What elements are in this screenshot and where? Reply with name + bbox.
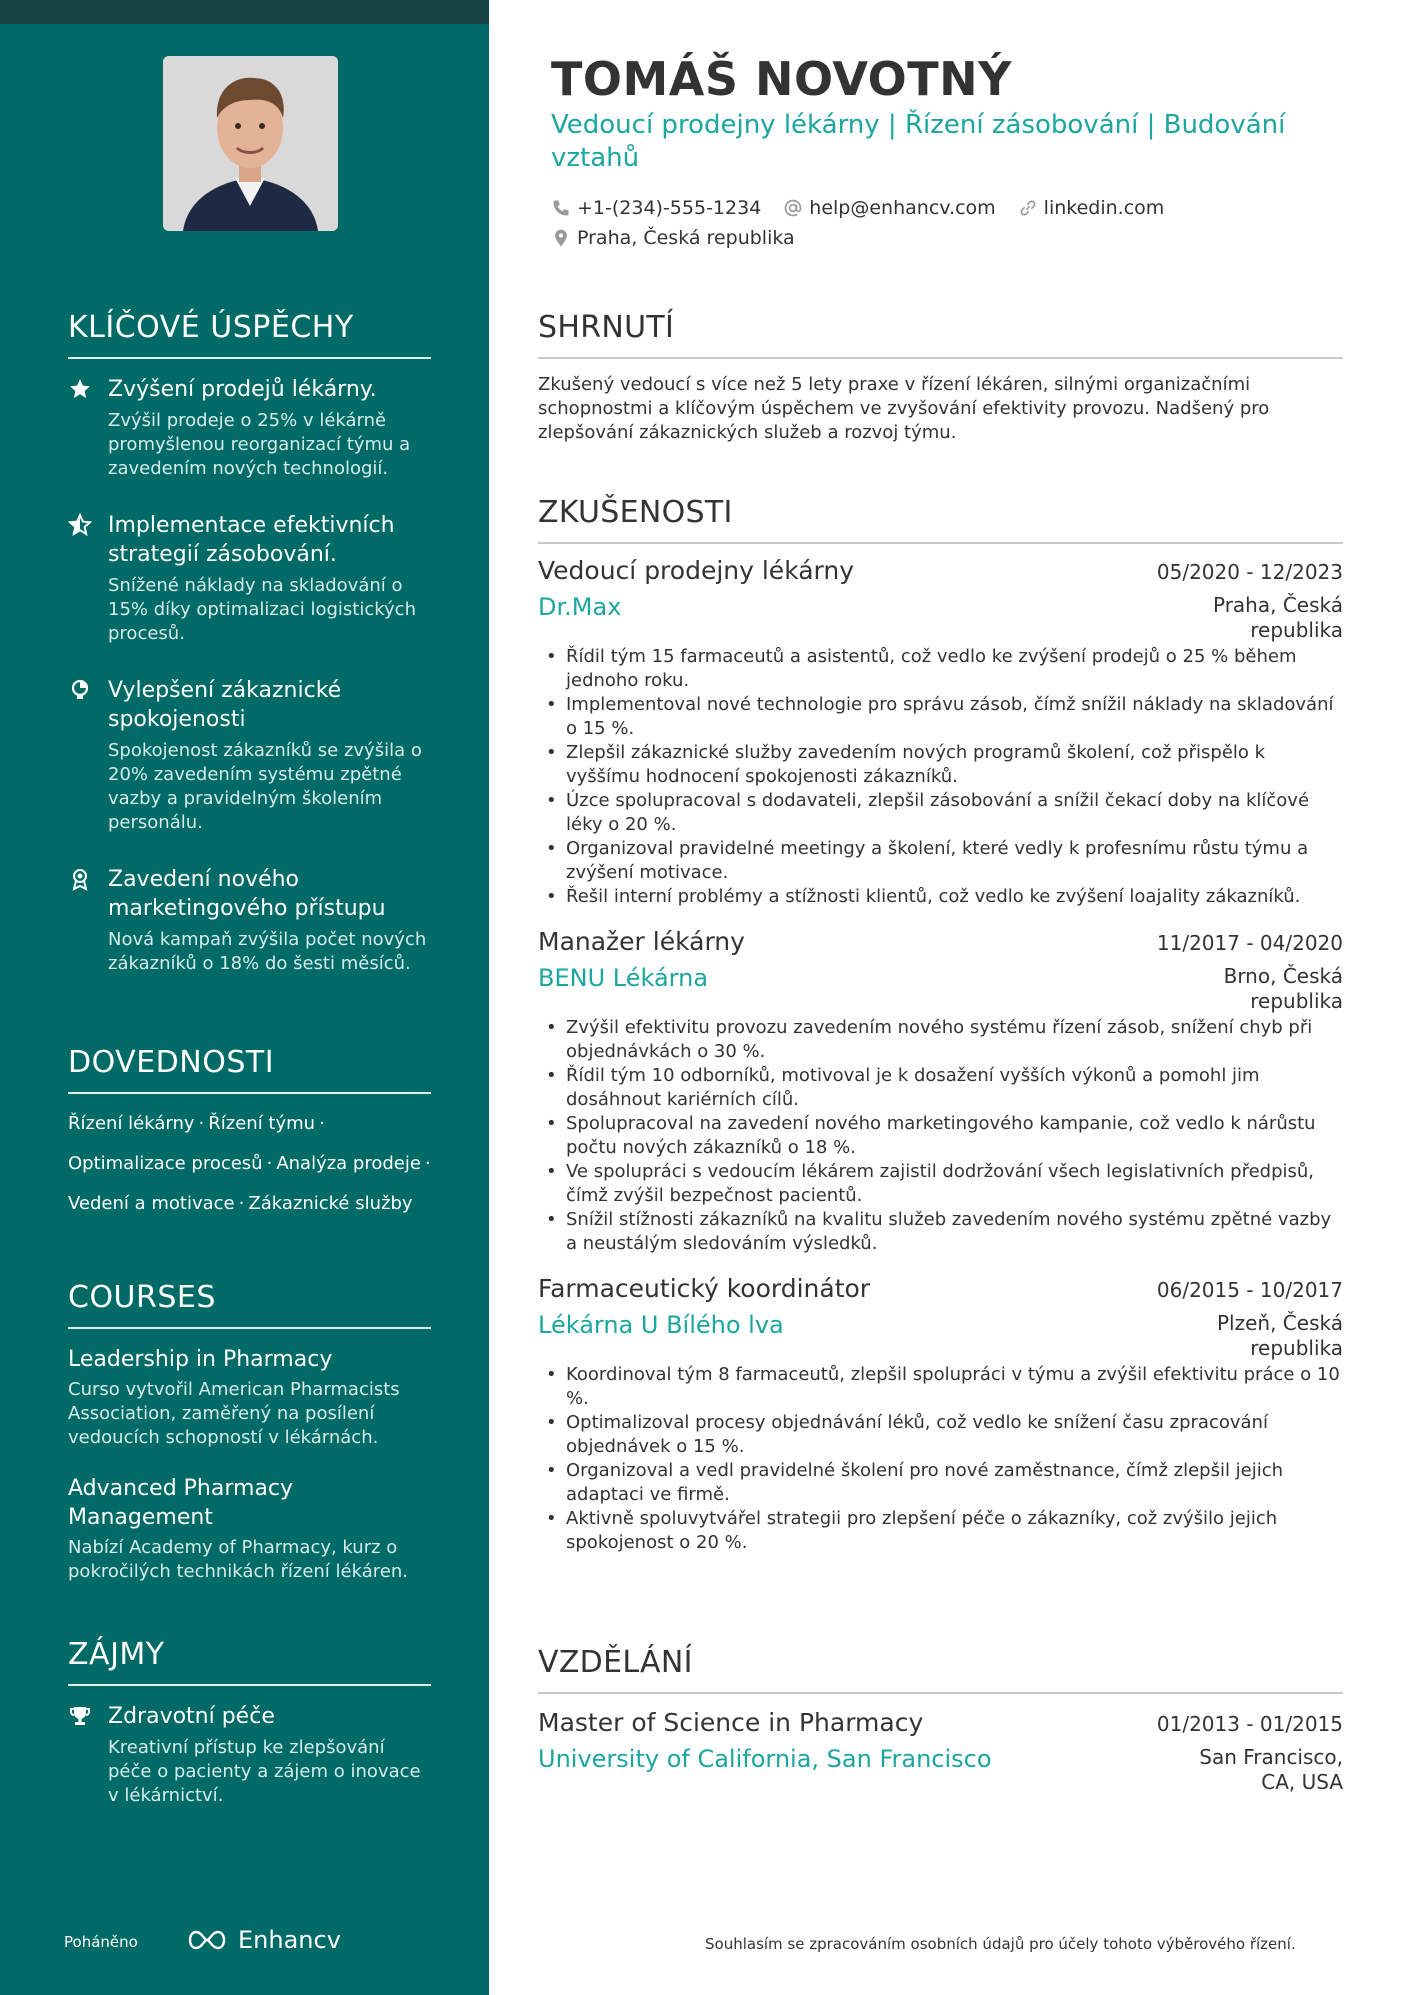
summary-title: SHRNUTÍ xyxy=(538,310,1343,359)
achievement-title: Zvýšení prodejů lékárny. xyxy=(108,377,377,402)
job-bullet: • Řídil tým 15 farmaceutů a asistentů, což vedlo ke zvýšení prodejů o 25 % během jednoho roku. xyxy=(538,645,1343,693)
award-icon xyxy=(68,867,92,891)
skill-tag: Řízení týmu xyxy=(208,1113,316,1134)
trophy-icon xyxy=(68,1704,92,1728)
course-desc: Curso vytvořil American Pharmacists Association, zaměřený na posílení vedoucích schopností v lékárnách. xyxy=(68,1379,400,1448)
skills-title: DOVEDNOSTI xyxy=(68,1045,431,1094)
at-sign-icon xyxy=(783,198,803,218)
course-title: Advanced Pharmacy Management xyxy=(68,1476,294,1530)
job-title: Vedoucí prodejny lékárny xyxy=(538,556,855,585)
achievement-desc: Zvýšil prodeje o 25% v lékárně promyšlenou reorganizací týmu a zavedením nových technologií. xyxy=(108,410,411,479)
job-bullet: • Organizoval pravidelné meetingy a školení, které vedly k profesnímu růstu týmu a zvýšení motivace. xyxy=(538,837,1343,885)
skills-section xyxy=(68,1045,431,1232)
experience-title: ZKUŠENOSTI xyxy=(538,495,1343,544)
job-company: Lékárna U Bílého lva xyxy=(538,1311,784,1339)
job-title: Manažer lékárny xyxy=(538,927,745,956)
candidate-name: TOMÁŠ NOVOTNÝ xyxy=(551,52,1012,106)
course-item xyxy=(68,1474,431,1584)
education-location: San Francisco, CA, USA xyxy=(1199,1745,1343,1794)
person-portrait-icon xyxy=(163,56,338,231)
experience-section xyxy=(538,495,1343,1555)
powered-by-label: Poháněno xyxy=(64,1933,138,1951)
achievement-desc: Snížené náklady na skladování o 15% díky optimalizaci logistických procesů. xyxy=(108,575,416,644)
skill-tag: Analýza prodeje xyxy=(276,1153,421,1174)
achievement-item xyxy=(68,865,431,976)
job-location: Brno, Česká republika xyxy=(1223,964,1343,1013)
education-section xyxy=(538,1645,1343,1795)
achievement-desc: Nová kampaň zvýšila počet nových zákazníků o 18% do šesti měsíců. xyxy=(108,929,427,974)
job-bullet: • Ve spolupráci s vedoucím lékárem zajistil dodržování všech legislativních předpisů, čímž zvýšil bezpečnost pacientů. xyxy=(538,1160,1343,1208)
skill-line: Optimalizace procesů · Analýza prodeje · xyxy=(68,1153,431,1174)
education-entry xyxy=(538,1708,1343,1795)
achievement-item xyxy=(68,511,431,646)
achievements-section xyxy=(68,310,431,976)
link-icon xyxy=(1018,198,1038,218)
job-bullets xyxy=(538,645,1343,909)
job-entry xyxy=(538,556,1343,909)
summary-section xyxy=(538,310,1343,445)
skill-tag: Vedení a motivace xyxy=(68,1193,235,1214)
education-dates: 01/2013 - 01/2015 xyxy=(1156,1712,1343,1736)
half-star-icon xyxy=(68,513,92,537)
job-bullets xyxy=(538,1016,1343,1256)
sidebar-top-bar xyxy=(0,0,489,24)
interest-title: Zdravotní péče xyxy=(108,1704,275,1729)
job-company: Dr.Max xyxy=(538,593,622,621)
education-degree: Master of Science in Pharmacy xyxy=(538,1708,924,1737)
skill-line: Vedení a motivace · Zákaznické služby xyxy=(68,1193,413,1214)
achievement-item xyxy=(68,375,431,481)
job-bullets xyxy=(538,1363,1343,1555)
job-bullet: • Úzce spolupracoval s dodavateli, zlepšil zásobování a snížil čekací doby na klíčové léky o 20 %. xyxy=(538,789,1343,837)
candidate-headline: Vedoucí prodejny lékárny | Řízení zásobování | Budování vztahů xyxy=(551,110,1286,173)
skill-line: Řízení lékárny · Řízení týmu · xyxy=(68,1113,325,1134)
interests-title: ZÁJMY xyxy=(68,1637,431,1686)
achievement-item xyxy=(68,676,431,835)
course-title: Leadership in Pharmacy xyxy=(68,1347,333,1372)
achievement-desc: Spokojenost zákazníků se zvýšila o 20% zavedením systému zpětné vazby a pravidelným školením personálu. xyxy=(108,740,422,833)
course-desc: Nabízí Academy of Pharmacy, kurz o pokročilých technikách řízení lékáren. xyxy=(68,1537,408,1582)
sidebar xyxy=(0,0,489,1995)
job-bullet: • Zlepšil zákaznické služby zavedením nových programů školení, což přispělo k vyššímu hodnocení spokojenosti zákazníků. xyxy=(538,741,1343,789)
course-item xyxy=(68,1345,431,1450)
job-bullet: • Koordinoval tým 8 farmaceutů, zlepšil spolupráci v týmu a zvýšil efektivitu práce o 10 %. xyxy=(538,1363,1343,1411)
job-bullet: • Aktivně spoluvytvářel strategii pro zlepšení péče o zákazníky, což zvýšilo jejich spokojenost o 20 %. xyxy=(538,1507,1343,1555)
interest-desc: Kreativní přístup ke zlepšování péče o pacienty a zájem o inovace v lékárnictví. xyxy=(108,1737,421,1806)
job-bullet: • Spolupracoval na zavedení nového marketingového kampanie, což vedlo k nárůstu počtu nových zákazníků o 18 %. xyxy=(538,1112,1343,1160)
infinity-logo-icon xyxy=(184,1928,230,1952)
job-bullet: • Řešil interní problémy a stížnosti klientů, což vedlo ke zvýšení loajality zákazníků. xyxy=(538,885,1343,909)
achievement-title: Implementace efektivních strategií zásobování. xyxy=(108,513,395,567)
job-company: BENU Lékárna xyxy=(538,964,709,992)
courses-section xyxy=(68,1280,431,1584)
job-location: Plzeň, Česká republika xyxy=(1217,1311,1343,1360)
job-bullet: • Implementoval nové technologie pro správu zásob, čímž snížil náklady na skladování o 15 %. xyxy=(538,693,1343,741)
job-bullet: • Snížil stížnosti zákazníků na kvalitu služeb zavedením nového systému zpětné vazby a neustálým sledováním výsledků. xyxy=(538,1208,1343,1256)
skill-tag: Řízení lékárny xyxy=(68,1113,195,1134)
education-school: University of California, San Francisco xyxy=(538,1745,992,1773)
consent-text: Souhlasím se zpracováním osobních údajů pro účely tohoto výběrového řízení. xyxy=(705,1935,1296,1953)
job-bullet: • Zvýšil efektivitu provozu zavedením nového systému řízení zásob, snížení chyb při objednávkách o 30 %. xyxy=(538,1016,1343,1064)
summary-text: Zkušený vedoucí s více než 5 lety praxe v řízení lékáren, silnými organizačními schopnostmi a klíčovým úspěchem ve zvyšování efektivity provozu. Nadšený pro zlepšování zákaznických služeb a rozvoj týmu. xyxy=(538,374,1270,443)
location-pin-icon xyxy=(551,228,571,248)
job-dates: 06/2015 - 10/2017 xyxy=(1156,1278,1343,1302)
skill-tag: Optimalizace procesů xyxy=(68,1153,263,1174)
job-bullet: • Optimalizoval procesy objednávání léků, což vedlo ke snížení času zpracování objednávek o 15 %. xyxy=(538,1411,1343,1459)
education-title: VZDĚLÁNÍ xyxy=(538,1645,1343,1694)
courses-title: COURSES xyxy=(68,1280,431,1329)
lightbulb-icon xyxy=(68,678,92,702)
job-bullet: • Řídil tým 10 odborníků, motivoval je k dosažení vyšších výkonů a pomohl jim dosáhnout kariérních cílů. xyxy=(538,1064,1343,1112)
email-contact[interactable]: help@enhancv.com xyxy=(783,197,995,219)
job-title: Farmaceutický koordinátor xyxy=(538,1274,871,1303)
interests-section xyxy=(68,1637,431,1808)
phone-contact[interactable]: +1-(234)-555-1234 xyxy=(551,197,761,219)
star-icon xyxy=(68,377,92,401)
contact-info xyxy=(551,193,1311,253)
skill-tag: Zákaznické služby xyxy=(248,1193,413,1214)
job-bullet: • Organizoval a vedl pravidelné školení pro nové zaměstnance, čímž zlepšil jejich adaptaci ve firmě. xyxy=(538,1459,1343,1507)
achievement-title: Zavedení nového marketingového přístupu xyxy=(108,867,386,921)
skills-list xyxy=(68,1112,431,1216)
job-dates: 05/2020 - 12/2023 xyxy=(1156,560,1343,584)
job-entry xyxy=(538,1274,1343,1555)
job-location: Praha, Česká republika xyxy=(1212,593,1343,642)
brand-name: Enhancv xyxy=(238,1926,341,1954)
job-entry xyxy=(538,927,1343,1256)
achievement-title: Vylepšení zákaznické spokojenosti xyxy=(108,678,342,732)
enhancv-logo[interactable] xyxy=(184,1926,341,1954)
phone-icon xyxy=(551,198,571,218)
achievements-title: KLÍČOVÉ ÚSPĚCHY xyxy=(68,310,431,359)
linkedin-contact[interactable]: linkedin.com xyxy=(1018,197,1165,219)
job-dates: 11/2017 - 04/2020 xyxy=(1156,931,1343,955)
profile-photo xyxy=(163,56,338,231)
location-contact: Praha, Česká republika xyxy=(551,227,795,249)
interest-item xyxy=(68,1702,431,1808)
